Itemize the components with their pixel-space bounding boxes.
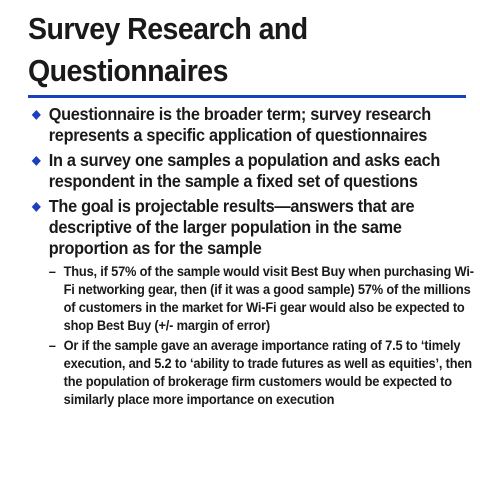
title-line-2: Questionnaires — [28, 53, 228, 88]
dash-bullet-icon: – — [48, 264, 56, 279]
sub-bullet-text: Or if the sample gave an average importance rating of 7.5 to ‘timely execution, and 5.2 to ‘ability to trade futures as well as equities’, then the population of brokerage firm customers would be expected to similarly place more importance on execution — [63, 338, 472, 407]
bullet-item — [32, 196, 478, 259]
bullet-item — [32, 104, 478, 146]
title-line-1: Survey Research and — [28, 11, 308, 46]
bullet-text: In a survey one samples a population and asks each respondent in the sample a fixed set of questions — [48, 150, 441, 191]
sub-bullet-item — [32, 263, 480, 335]
diamond-bullet-icon: ◆ — [32, 107, 41, 121]
sub-bullet-item — [32, 337, 480, 409]
slide-title — [28, 8, 433, 92]
title-underline — [28, 95, 466, 98]
slide-body — [32, 104, 472, 411]
sub-bullet-text: Thus, if 57% of the sample would visit Best Buy when purchasing Wi-Fi networking gear, then (if it was a good sample) 57% of the millions of customers in the market for Wi-Fi gear would also be expected to shop Best Buy (+/- margin of error) — [63, 264, 474, 333]
dash-bullet-icon: – — [48, 338, 56, 353]
diamond-bullet-icon: ◆ — [32, 199, 41, 213]
diamond-bullet-icon: ◆ — [32, 153, 41, 167]
bullet-text: Questionnaire is the broader term; survey research represents a specific application of questionnaires — [48, 104, 431, 145]
bullet-text: The goal is projectable results—answers that are descriptive of the larger population in the same proportion as for the sample — [48, 196, 415, 258]
bullet-item — [32, 150, 478, 192]
